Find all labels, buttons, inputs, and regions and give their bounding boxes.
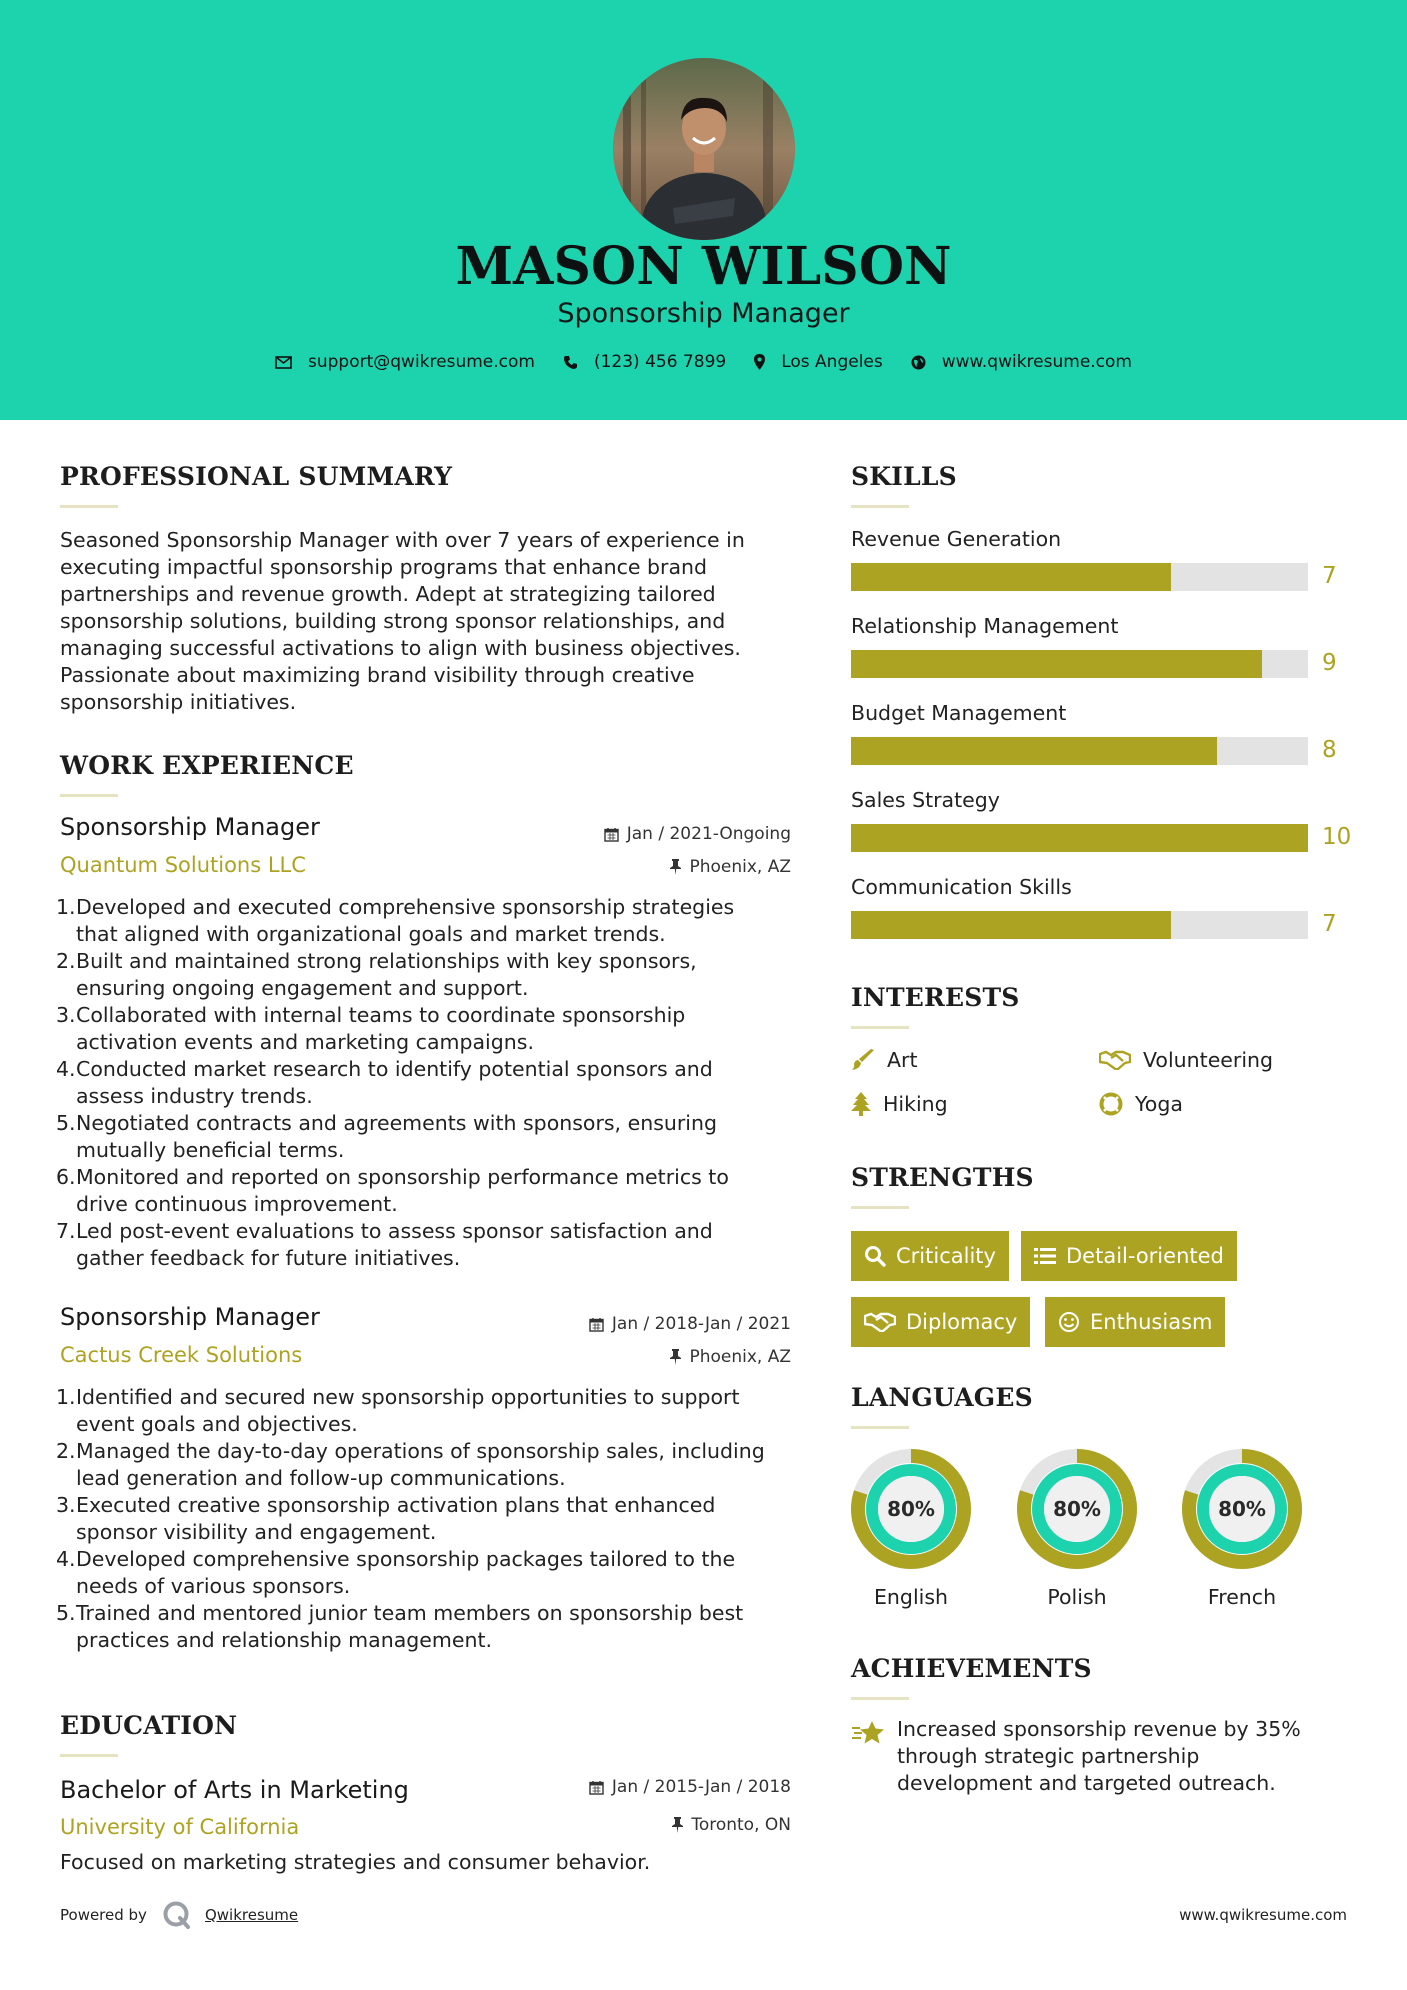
education-heading: EDUCATION [60, 1711, 238, 1740]
language-name: Polish [1047, 1585, 1107, 1609]
list-item [58, 1546, 788, 1600]
language-item [1180, 1447, 1304, 1609]
skill-value: 9 [1322, 650, 1337, 676]
globe-icon [911, 355, 926, 370]
language-ring [1015, 1447, 1139, 1571]
job-company: Quantum Solutions LLC [60, 853, 306, 877]
list-line: Executed creative sponsorship activation plans that enhanced [76, 1493, 716, 1517]
profile-photo [613, 58, 795, 240]
language-name: English [873, 1585, 949, 1609]
contact-website[interactable] [911, 352, 1132, 372]
interests-divider [851, 1026, 909, 1029]
job-location [670, 857, 791, 877]
achievement-line: development and targeted outreach. [897, 1771, 1276, 1795]
skill-bar-fill [851, 911, 1171, 939]
qwikresume-logo-icon [161, 1900, 195, 1930]
list-line: ensuring ongoing engagement and support. [76, 976, 529, 1000]
summary-line: partnerships and revenue growth. Adept at strategizing tailored [60, 582, 716, 606]
strength-badge-enthusiasm [1045, 1297, 1225, 1347]
powered-by [60, 1900, 298, 1930]
list-number: 5. [56, 1601, 76, 1625]
header-banner [0, 0, 1407, 420]
summary-line: managing successful activations to align with business objectives. [60, 636, 741, 660]
pushpin-icon [672, 1817, 683, 1833]
list-line: needs of various sponsors. [76, 1574, 351, 1598]
strength-label: Diplomacy [906, 1310, 1018, 1334]
paintbrush-icon [851, 1049, 875, 1071]
location-text: Los Angeles [781, 352, 883, 372]
list-line: lead generation and follow-up communications. [76, 1466, 566, 1490]
skill-bar-fill [851, 563, 1171, 591]
job-dates [589, 1314, 791, 1334]
list-item [58, 1002, 788, 1056]
list-item [58, 948, 788, 1002]
education-divider [60, 1754, 118, 1757]
list-line: Built and maintained strong relationships with key sponsors, [76, 949, 697, 973]
school-name: University of California [60, 1815, 300, 1839]
email-text: support@qwikresume.com [308, 352, 535, 372]
summary-line: sponsorship solutions, building strong sponsor relationships, and [60, 609, 726, 633]
brand-link[interactable]: Qwikresume [204, 1906, 299, 1924]
language-percent: 80% [1053, 1497, 1101, 1521]
education-description: Focused on marketing strategies and consumer behavior. [60, 1850, 651, 1874]
list-number: 2. [56, 949, 76, 973]
list-item [58, 1384, 788, 1438]
contact-bar [0, 352, 1407, 372]
powered-by-text: Powered by [60, 1906, 147, 1924]
language-percent: 80% [887, 1497, 935, 1521]
list-item [58, 1492, 788, 1546]
list-line: Led post-event evaluations to assess sponsor satisfaction and [76, 1219, 713, 1243]
list-line: drive continuous improvement. [76, 1192, 398, 1216]
list-item [58, 1056, 788, 1110]
list-number: 7. [56, 1219, 76, 1243]
list-line: Negotiated contracts and agreements with sponsors, ensuring [76, 1111, 717, 1135]
map-pin-icon [754, 354, 765, 370]
skill-bar-track [851, 650, 1308, 678]
calendar-icon [604, 827, 619, 842]
skill-bar-track [851, 911, 1308, 939]
interests-heading: INTERESTS [851, 983, 1020, 1012]
interest-hiking [851, 1092, 948, 1116]
list-line: Managed the day-to-day operations of sponsorship sales, including [76, 1439, 765, 1463]
strength-label: Criticality [896, 1244, 996, 1268]
strength-label: Enthusiasm [1090, 1310, 1213, 1334]
phone-text: (123) 456 7899 [593, 352, 727, 372]
strength-badge-criticality [851, 1231, 1009, 1281]
list-number: 1. [56, 1385, 76, 1409]
job-company: Cactus Creek Solutions [60, 1343, 303, 1367]
education-location [672, 1815, 791, 1835]
interest-label: Yoga [1135, 1092, 1183, 1116]
strengths-heading: STRENGTHS [851, 1163, 1034, 1192]
handshake-icon [864, 1312, 896, 1332]
list-item [58, 894, 788, 948]
interest-label: Volunteering [1143, 1048, 1274, 1072]
list-number: 4. [56, 1057, 76, 1081]
list-line: mutually beneficial terms. [76, 1138, 345, 1162]
education-location-text: Toronto, ON [691, 1815, 791, 1835]
list-number: 4. [56, 1547, 76, 1571]
list-line: Identified and secured new sponsorship opportunities to support [76, 1385, 740, 1409]
interest-yoga [1099, 1092, 1183, 1116]
skill-label: Communication Skills [851, 875, 1072, 899]
job-role: Sponsorship Manager [60, 813, 320, 841]
languages-divider [851, 1426, 909, 1429]
list-line: Conducted market research to identify potential sponsors and [76, 1057, 713, 1081]
list-item [58, 1110, 788, 1164]
list-line: practices and relationship management. [76, 1628, 493, 1652]
job-duties-list [58, 1384, 788, 1654]
website-text: www.qwikresume.com [941, 352, 1132, 372]
skill-bar-fill [851, 824, 1308, 852]
list-icon [1034, 1247, 1056, 1265]
skill-value: 10 [1322, 824, 1352, 850]
language-item [1015, 1447, 1139, 1609]
interest-label: Hiking [883, 1092, 948, 1116]
candidate-name: MASON WILSON [455, 236, 952, 297]
search-icon [864, 1245, 886, 1267]
skill-label: Sales Strategy [851, 788, 1000, 812]
experience-heading: WORK EXPERIENCE [60, 751, 354, 780]
interest-volunteering [1099, 1048, 1273, 1072]
list-number: 2. [56, 1439, 76, 1463]
skill-bar-track [851, 563, 1308, 591]
job-location [670, 1347, 791, 1367]
language-ring [1180, 1447, 1304, 1571]
skills-divider [851, 505, 909, 508]
smile-icon [1058, 1311, 1080, 1333]
summary-divider [60, 505, 118, 508]
job-location-text: Phoenix, AZ [689, 1347, 791, 1367]
phone-icon [563, 355, 578, 370]
strength-label: Detail-oriented [1066, 1244, 1224, 1268]
candidate-title: Sponsorship Manager [557, 298, 850, 329]
achievement-item [851, 1716, 1331, 1797]
contact-email[interactable] [275, 352, 535, 372]
list-number: 1. [56, 895, 76, 919]
summary-line: sponsorship initiatives. [60, 690, 297, 714]
lifebuoy-icon [1099, 1092, 1123, 1116]
list-line: Developed comprehensive sponsorship packages tailored to the [76, 1547, 736, 1571]
languages-heading: LANGUAGES [851, 1383, 1033, 1412]
summary-heading: PROFESSIONAL SUMMARY [60, 462, 453, 491]
list-item [58, 1438, 788, 1492]
skill-label: Budget Management [851, 701, 1067, 725]
star-icon [851, 1720, 885, 1746]
handshake-icon [1099, 1050, 1131, 1070]
education-dates [589, 1777, 791, 1797]
achievements-heading: ACHIEVEMENTS [851, 1654, 1092, 1683]
language-percent: 80% [1218, 1497, 1266, 1521]
calendar-icon [589, 1317, 604, 1332]
job-role: Sponsorship Manager [60, 1303, 320, 1331]
list-line: Collaborated with internal teams to coordinate sponsorship [76, 1003, 686, 1027]
language-name: French [1207, 1585, 1277, 1609]
skill-bar-fill [851, 737, 1217, 765]
summary-line: Passionate about maximizing brand visibility through creative [60, 663, 695, 687]
language-item [849, 1447, 973, 1609]
list-item [58, 1164, 788, 1218]
skill-value: 7 [1322, 911, 1337, 937]
achievement-text [897, 1716, 1301, 1797]
list-number: 3. [56, 1003, 76, 1027]
skill-bar-track [851, 737, 1308, 765]
interest-art [851, 1048, 918, 1072]
list-line: Monitored and reported on sponsorship performance metrics to [76, 1165, 729, 1189]
contact-phone[interactable] [563, 352, 726, 372]
strengths-divider [851, 1206, 909, 1209]
list-line: Trained and mentored junior team members on sponsorship best [76, 1601, 744, 1625]
list-line: gather feedback for future initiatives. [76, 1246, 461, 1270]
list-line: event goals and objectives. [76, 1412, 358, 1436]
achievement-line: Increased sponsorship revenue by 35% [897, 1717, 1301, 1741]
achievement-line: through strategic partnership [897, 1744, 1200, 1768]
summary-line: Seasoned Sponsorship Manager with over 7 years of experience in [60, 528, 745, 552]
list-line: assess industry trends. [76, 1084, 313, 1108]
list-number: 3. [56, 1493, 76, 1517]
calendar-icon [589, 1780, 604, 1795]
experience-divider [60, 794, 118, 797]
skill-label: Relationship Management [851, 614, 1119, 638]
tree-icon [851, 1092, 871, 1116]
job-dates [604, 824, 791, 844]
list-line: Developed and executed comprehensive sponsorship strategies [76, 895, 735, 919]
job-duties-list [58, 894, 788, 1272]
list-number: 6. [56, 1165, 76, 1189]
pushpin-icon [670, 1349, 681, 1365]
pushpin-icon [670, 859, 681, 875]
summary-line: executing impactful sponsorship programs that enhance brand [60, 555, 708, 579]
language-ring [849, 1447, 973, 1571]
footer-website[interactable]: www.qwikresume.com [1179, 1906, 1347, 1924]
strength-badge-diplomacy [851, 1297, 1030, 1347]
list-line: that aligned with organizational goals and market trends. [76, 922, 666, 946]
strength-badge-detail-oriented [1021, 1231, 1237, 1281]
list-item [58, 1218, 788, 1272]
skill-label: Revenue Generation [851, 527, 1062, 551]
job-location-text: Phoenix, AZ [689, 857, 791, 877]
achievements-divider [851, 1697, 909, 1700]
education-dates-text: Jan / 2015-Jan / 2018 [611, 1777, 791, 1797]
interest-label: Art [887, 1048, 918, 1072]
skill-value: 8 [1322, 737, 1337, 763]
job-dates-text: Jan / 2021-Ongoing [626, 824, 791, 844]
summary-text [60, 527, 780, 716]
job-dates-text: Jan / 2018-Jan / 2021 [611, 1314, 791, 1334]
envelope-icon [275, 356, 292, 369]
skill-value: 7 [1322, 563, 1337, 589]
list-item [58, 1600, 788, 1654]
list-line: sponsor visibility and engagement. [76, 1520, 437, 1544]
list-line: activation events and marketing campaigns. [76, 1030, 534, 1054]
list-number: 5. [56, 1111, 76, 1135]
skills-heading: SKILLS [851, 462, 957, 491]
degree-title: Bachelor of Arts in Marketing [60, 1776, 409, 1804]
skill-bar-track [851, 824, 1308, 852]
skill-bar-fill [851, 650, 1262, 678]
contact-location [754, 352, 883, 372]
